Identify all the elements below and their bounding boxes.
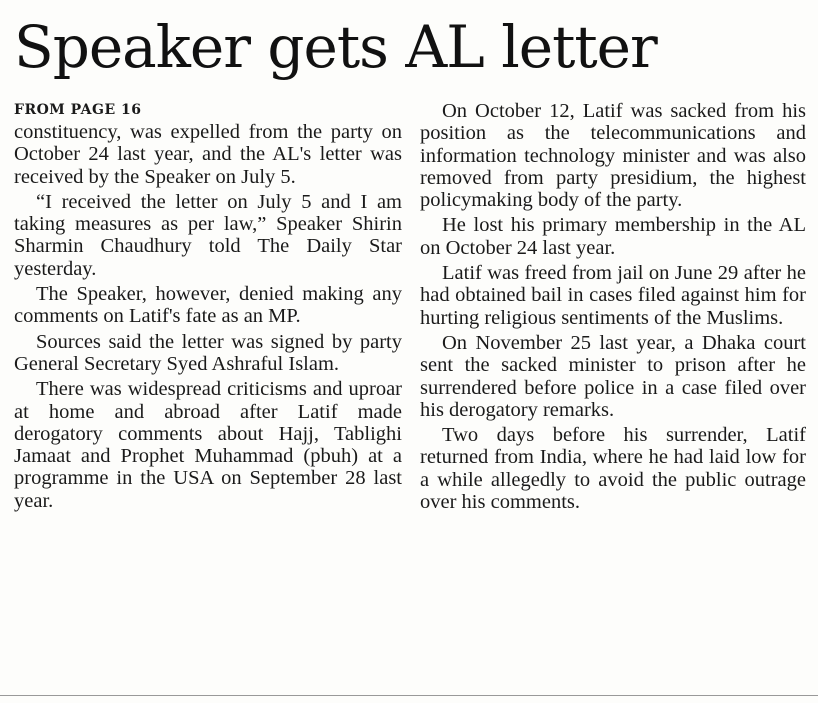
paragraph: Sources said the letter was signed by party General Secretary Syed Ashraful Islam. xyxy=(14,330,402,375)
left-column xyxy=(14,100,402,515)
paragraph: constituency, was expelled from the party on October 24 last year, and the AL's letter was received by the Speaker on July 5. xyxy=(14,121,402,188)
continuation-kicker: FROM PAGE 16 xyxy=(14,102,142,118)
paragraph: Latif was freed from jail on June 29 after he had obtained bail in cases filed against him for hurting religious sentiments of the Muslims. xyxy=(420,262,806,329)
paragraph: On October 12, Latif was sacked from his position as the telecommunications and information technology minister and was also removed from party presidium, the highest policymaking body of the party. xyxy=(420,100,806,212)
bottom-rule xyxy=(0,695,818,696)
right-column xyxy=(420,100,806,516)
paragraph: There was widespread criticisms and uproar at home and abroad after Latif made derogatory comments about Hajj, Tablighi Jamaat and Prophet Muhammad (pbuh) at a programme in the USA on September 28 last year. xyxy=(14,378,402,512)
paragraph: He lost his primary membership in the AL on October 24 last year. xyxy=(420,214,806,259)
paragraph: Two days before his surrender, Latif returned from India, where he had laid low for a while allegedly to avoid the public outrage over his comments. xyxy=(420,424,806,514)
headline: Speaker gets AL letter xyxy=(14,13,657,81)
paragraph: “I received the letter on July 5 and I am taking measures as per law,” Speaker Shirin Sharmin Chaudhury told The Daily Star yesterday. xyxy=(14,190,402,280)
paragraph: On November 25 last year, a Dhaka court sent the sacked minister to prison after he surrendered before police in a case filed over his derogatory remarks. xyxy=(420,331,806,421)
paragraph: The Speaker, however, denied making any comments on Latif's fate as an MP. xyxy=(14,283,402,328)
